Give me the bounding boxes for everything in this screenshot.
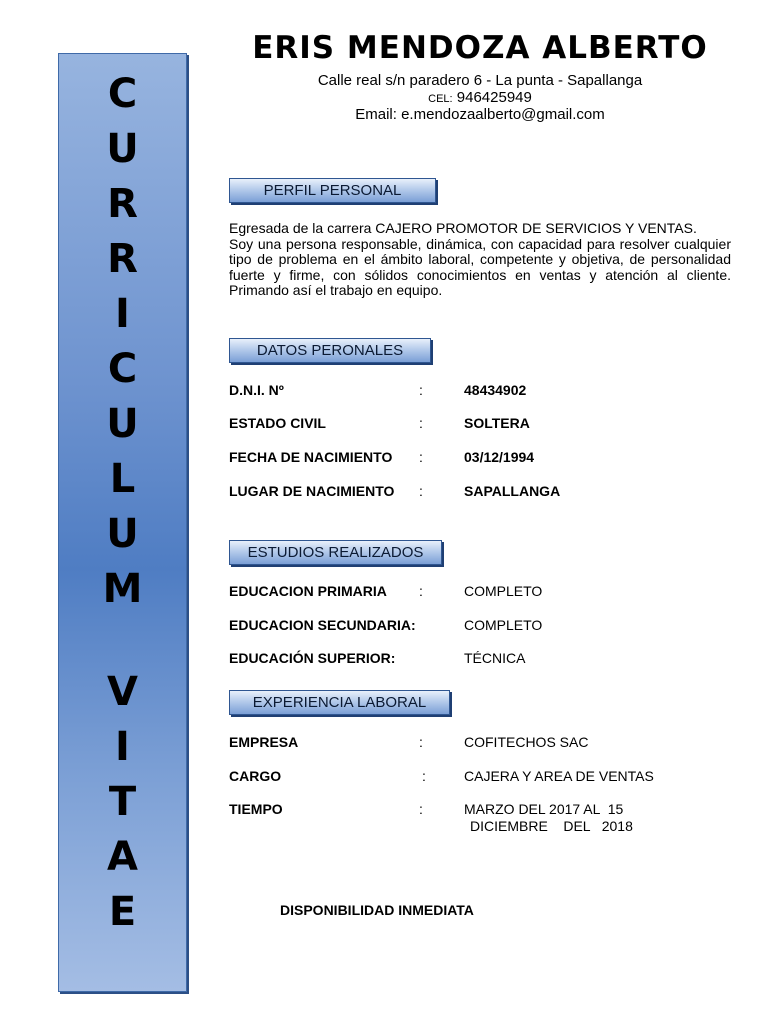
sidebar-letter: I (115, 724, 130, 770)
row-label: EDUCACIÓN SUPERIOR: (229, 650, 396, 666)
row-colon: : (419, 583, 423, 599)
row-value: COFITECHOS SAC (464, 734, 589, 750)
row-value: 03/12/1994 (464, 449, 535, 465)
section-datos-personales: DATOS PERONALES (229, 338, 431, 363)
section-perfil-personal: PERFIL PERSONAL (229, 178, 436, 203)
row-label: FECHA DE NACIMIENTO (229, 449, 393, 465)
row-value-continued: DICIEMBRE DEL 2018 (470, 818, 633, 834)
sidebar-letter: V (107, 669, 138, 715)
row-value: COMPLETO (464, 617, 543, 633)
sidebar-letter: E (108, 889, 137, 935)
row-label: LUGAR DE NACIMIENTO (229, 483, 395, 499)
curriculum-vitae-sidebar (58, 53, 187, 992)
sidebar-letter: L (109, 456, 136, 502)
sidebar-letter: R (107, 236, 138, 282)
profile-first-line: Egresada de la carrera CAJERO PROMOTOR DE SERVICIOS Y VENTAS. (229, 220, 697, 236)
email: Email: e.mendozaalberto@gmail.com (355, 106, 605, 123)
phone-label: CEL: (428, 93, 453, 105)
row-colon: : (419, 415, 423, 431)
row-value: MARZO DEL 2017 AL 15 (464, 801, 624, 817)
sidebar-letter: U (106, 126, 139, 172)
sidebar-letter: M (102, 566, 143, 612)
row-value: CAJERA Y AREA DE VENTAS (464, 768, 654, 784)
profile-text (229, 221, 731, 299)
profile-paragraph: Soy una persona responsable, dinámica, con capacidad para resolver cualquier tipo de problema en el ámbito laboral, competente y objetiva, de personalidad fuerte y firme, con sólidos conocimientos en ventas y atención al cliente. Primando así el trabajo en equipo. (229, 235, 731, 298)
row-label: EDUCACION PRIMARIA (229, 583, 387, 599)
availability-note: DISPONIBILIDAD INMEDIATA (280, 902, 474, 918)
applicant-name: ERIS MENDOZA ALBERTO (252, 30, 708, 66)
row-label: TIEMPO (229, 801, 283, 817)
row-value: SAPALLANGA (464, 483, 561, 499)
row-value: SOLTERA (464, 415, 530, 431)
row-label: CARGO (229, 768, 282, 784)
phone-line (200, 89, 760, 106)
address: Calle real s/n paradero 6 - La punta - Sapallanga (317, 72, 643, 89)
row-colon: : (419, 449, 423, 465)
row-value: TÉCNICA (464, 650, 526, 666)
sidebar-letter: U (106, 401, 139, 447)
row-colon: : (419, 734, 423, 750)
sidebar-letter: R (107, 181, 138, 227)
sidebar-letter: A (107, 834, 138, 880)
sidebar-letter: U (106, 511, 139, 557)
sidebar-letter: C (107, 71, 138, 117)
sidebar-letter: I (115, 291, 130, 337)
row-label: ESTADO CIVIL (229, 415, 326, 431)
row-label: EDUCACION SECUNDARIA: (229, 617, 416, 633)
row-colon: : (419, 483, 423, 499)
row-colon: : (419, 801, 423, 817)
section-estudios-realizados: ESTUDIOS REALIZADOS (229, 540, 442, 565)
row-colon: : (419, 382, 423, 398)
row-colon: : (422, 768, 426, 784)
section-experiencia-laboral: EXPERIENCIA LABORAL (229, 690, 450, 715)
row-label: D.N.I. Nº (229, 382, 284, 398)
row-value: COMPLETO (464, 583, 543, 599)
sidebar-letter: C (107, 346, 138, 392)
phone-number: 946425949 (456, 89, 532, 106)
row-label: EMPRESA (229, 734, 299, 750)
row-value: 48434902 (464, 382, 527, 398)
sidebar-letter: T (108, 779, 137, 825)
